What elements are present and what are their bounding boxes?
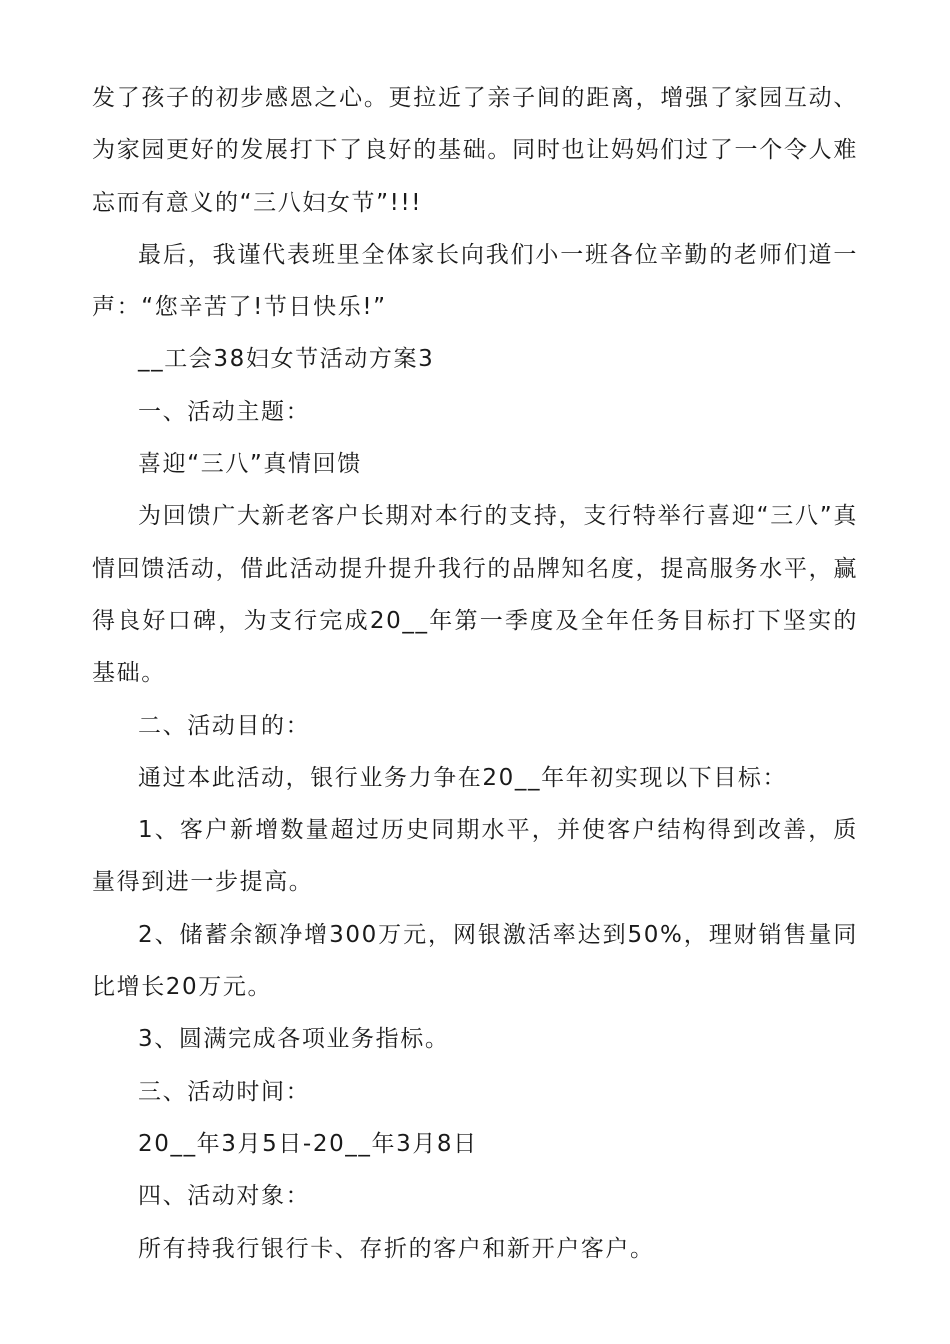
paragraph-audience: 所有持我行银行卡、存折的客户和新开户客户。: [138, 1235, 655, 1262]
list-item-goal-3: 3、圆满完成各项业务指标。: [138, 1026, 450, 1053]
paragraph-theme-description: 为回馈广大新老客户长期对本行的支持，支行特举行喜迎“三八”真情回馈活动，借此活动提升提升我行的品牌知名度，提高服务水平，赢得良好口碑，为支行完成20__年第一季度及全年任务目标打下坚实的基础。: [92, 503, 858, 687]
section-heading-audience: 四、活动对象：: [138, 1183, 311, 1210]
section-heading-purpose: 二、活动目的：: [138, 712, 311, 739]
document-body: [92, 72, 858, 1275]
section-heading-time: 三、活动时间：: [138, 1078, 311, 1105]
list-item-goal-2: 2、储蓄余额净增300万元，网银激活率达到50%，理财销售量同比增长20万元。: [92, 921, 858, 1001]
section-heading-theme: 一、活动主题：: [138, 398, 311, 425]
paragraph-thanks: 最后，我谨代表班里全体家长向我们小一班各位辛勤的老师们道一声：“您辛苦了!节日快乐!”: [92, 241, 858, 321]
section-heading-plan-title: __工会38妇女节活动方案3: [138, 346, 435, 373]
paragraph-purpose-intro: 通过本此活动，银行业务力争在20__年年初实现以下目标：: [138, 764, 788, 791]
paragraph-theme: 喜迎“三八”真情回馈: [138, 451, 362, 478]
paragraph-time: 20__年3月5日-20__年3月8日: [138, 1130, 478, 1157]
paragraph-closing-text: 发了孩子的初步感恩之心。更拉近了亲子间的距离，增强了家园互动、为家园更好的发展打下了良好的基础。同时也让妈妈们过了一个令人难忘而有意义的“三八妇女节”!!!: [92, 85, 858, 216]
list-item-goal-1: 1、客户新增数量超过历史同期水平，并使客户结构得到改善，质量得到进一步提高。: [92, 817, 858, 896]
